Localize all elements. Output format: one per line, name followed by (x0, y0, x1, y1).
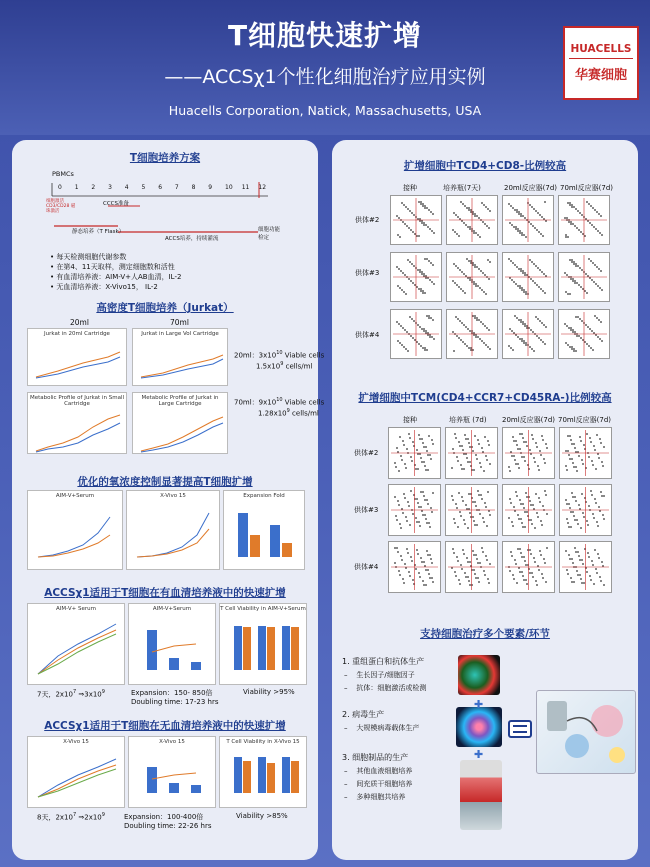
cd4cd8-row-3: 供体#4 (355, 331, 380, 339)
oxygen-chart-aimv-title: AIM-V+Serum (55, 493, 95, 499)
cell-therapy-diagram (536, 690, 636, 774)
cd4cd8-plot-r3-c2 (446, 309, 498, 359)
day-tick-3: 3 (108, 184, 112, 191)
oxygen-chart-xvivo (126, 490, 220, 570)
cd4cd8-plot-r3-c4 (558, 309, 610, 359)
serumfree-note-2b: Doubling time: 22-26 hrs (124, 822, 212, 830)
serumfree-chart-expansion-plot (129, 745, 215, 803)
serum-title: ACCSχ1适用于T细胞在有血清培养液中的快速扩增 (44, 587, 286, 599)
harvest-label: 细胞功能检定 (258, 227, 281, 241)
serumfree-chart-viability-plot (220, 745, 306, 803)
jurkat-note-70ml-1 (234, 397, 324, 407)
cd4cd8-plot-r1-c3 (502, 195, 554, 245)
jurkat-chart-70ml-title: Jurkat in Large Vol Cartridge (141, 331, 219, 337)
protocol-bullet-1-text: 每天检测细胞代谢参数 (56, 253, 127, 261)
jurkat-metabolic-large-plot (133, 407, 227, 457)
huacells-logo (563, 26, 639, 100)
protocol-bullet-4-text: 无血清培养液：X-Vivo15， IL-2 (56, 283, 158, 291)
cd4cd8-plot-r2-c1 (390, 252, 442, 302)
jurkat-note-20ml-2 (256, 361, 312, 370)
tcm-row-3: 供体#4 (354, 563, 379, 571)
jurkat-note-70ml-2a: 1.28x10 (258, 409, 287, 418)
day-tick-5: 5 (141, 184, 146, 191)
poster-title: T细胞快速扩增 (227, 19, 423, 52)
jurkat-note-20ml-1-exp: 10 (276, 350, 283, 356)
jurkat-note-70ml-2-exp: 9 (286, 408, 290, 414)
day-tick-7: 7 (174, 184, 179, 191)
support-item-3-sub-3-text: 多种细胞共培养 (356, 793, 406, 801)
day-tick-8: 8 (191, 184, 196, 191)
tcm-row-2: 供体#3 (354, 506, 379, 514)
dash-6: – (344, 793, 348, 801)
jurkat-note-70ml-1-exp: 10 (276, 397, 283, 403)
jurkat-note-20ml-1b: Viable cells (282, 351, 325, 360)
oxygen-chart-xvivo-plot (127, 499, 219, 565)
static-culture-label: 静态培养（T Flask） (72, 229, 125, 235)
support-item-1-sub-1 (344, 670, 415, 680)
jurkat-note-70ml-1b: Viable cells (282, 398, 325, 407)
tcm-plot-r1-c2 (445, 427, 498, 479)
cd4cd8-col-2: 培养瓶(7天) (443, 184, 481, 192)
serum-note-1 (37, 689, 105, 699)
dash-1: – (344, 671, 348, 679)
protocol-bullet-3-text: 有血清培养液：AIM-V+人AB血清，IL-2 (56, 273, 182, 281)
tcm-plot-r2-c3 (502, 484, 555, 536)
serumfree-chart-growth-plot (28, 745, 124, 803)
dash-2: – (344, 684, 348, 692)
support-item-3-sub-1-text: 其他血液细胞培养 (356, 767, 413, 775)
tcm-plot-r3-c1 (388, 541, 441, 593)
serum-chart-viability (219, 603, 307, 685)
serum-note-1b: ⇒3x10 (76, 690, 102, 699)
cd4cd8-plot-r1-c1 (390, 195, 442, 245)
tcm-plot-r1-c1 (388, 427, 441, 479)
protein-structure-image (458, 655, 500, 695)
support-item-3-sub-3 (344, 792, 405, 802)
protocol-bullet-4: • 无血清培养液：X-Vivo15， IL-2 (50, 283, 158, 291)
serumfree-note-1 (37, 812, 105, 822)
jurkat-note-20ml-2a: 1.5x10 (256, 362, 281, 371)
jurkat-note-20ml-2-exp: 9 (280, 361, 284, 367)
support-item-2-sub-1 (344, 723, 419, 733)
plus-icon-2: ✚ (474, 748, 484, 761)
support-item-3-sub-1 (344, 766, 412, 776)
support-item-3-sub-2 (344, 779, 412, 789)
serumfree-note-1-exp2: 9 (101, 812, 105, 818)
support-item-3: 3. 细胞制品的生产 (342, 753, 409, 762)
serum-note-1a: 7天，2x10 (37, 690, 73, 699)
serum-note-1-exp1: 7 (72, 689, 77, 695)
serumfree-chart-expansion (128, 736, 216, 808)
virus-image (456, 707, 502, 747)
serumfree-chart-expansion-title: X-Vivo 15 (159, 739, 185, 745)
jurkat-note-20ml-1 (234, 350, 324, 360)
oxygen-chart-expansion (223, 490, 305, 570)
support-item-1: 1. 重组蛋白和抗体生产 (342, 657, 425, 666)
serum-note-3: Viability >95% (243, 688, 295, 696)
cccs-prep-label: CCCS准备 (103, 201, 130, 207)
tcm-col-3: 20ml反应器(7d) (502, 416, 556, 424)
support-item-2-sub-1-text: 大规模病毒载体生产 (356, 724, 420, 732)
pbmcs-label: PBMCs (52, 170, 74, 178)
serum-chart-viability-plot (220, 612, 306, 680)
day-tick-0: 0 (58, 184, 62, 191)
tcm-row-1: 供体#2 (354, 449, 379, 457)
tcm-col-1: 接种 (403, 416, 417, 424)
serum-note-2b: Doubling time: 17-23 hrs (131, 698, 219, 706)
tcm-plot-r2-c2 (445, 484, 498, 536)
poster-subtitle: ——ACCSχ1个性化细胞治疗应用实例 (164, 66, 486, 88)
equals-icon (508, 720, 532, 738)
cd4cd8-plot-r3-c3 (502, 309, 554, 359)
serumfree-chart-viability (219, 736, 307, 808)
logo-text-cn: 华赛细胞 (574, 68, 627, 83)
serum-chart-expansion (128, 603, 216, 685)
jurkat-chart-20ml-plot (28, 337, 126, 383)
day-tick-4: 4 (124, 184, 129, 191)
oxygen-chart-aimv (27, 490, 123, 570)
serumfree-chart-viability-title: T Cell Viability in X-Vivo 15 (226, 739, 300, 745)
serumfree-chart-growth (27, 736, 125, 808)
cd4cd8-plot-r2-c4 (558, 252, 610, 302)
cd4cd8-col-4: 70ml反应器(7d) (560, 184, 614, 192)
serumfree-note-1b: ⇒2x10 (76, 813, 102, 822)
cd4cd8-title: 扩增细胞中TCD4+CD8-比例较高 (403, 160, 567, 172)
organization-line: Huacells Corporation, Natick, Massachusetts, USA (168, 103, 482, 118)
support-item-1-sub-1-text: 生长因子/细胞因子 (356, 671, 415, 679)
serumfree-note-1a: 8天，2x10 (37, 813, 73, 822)
protocol-bullet-2: • 在第4、11天取样，测定细胞数和活性 (50, 263, 175, 271)
protocol-bullet-2-text: 在第4、11天取样，测定细胞数和活性 (56, 263, 175, 271)
serum-chart-expansion-plot (129, 612, 215, 680)
day-tick-12: 12 (258, 184, 267, 191)
poster-header (0, 0, 650, 135)
jurkat-note-20ml-1a: 20ml：3x10 (234, 351, 277, 360)
day-tick-10: 10 (225, 184, 233, 191)
plus-icon-1: ✚ (474, 698, 484, 711)
cd4cd8-row-1: 供体#2 (355, 216, 380, 224)
oxygen-title: 优化的氧浓度控制显著提高T细胞扩增 (77, 476, 253, 488)
day-tick-6: 6 (158, 184, 163, 191)
protocol-bullet-1: • 每天检测细胞代谢参数 (50, 253, 127, 261)
day-tick-1: 1 (74, 184, 79, 191)
tcm-plot-r3-c2 (445, 541, 498, 593)
support-item-1-sub-2 (344, 683, 426, 693)
cd4cd8-row-2: 供体#3 (355, 269, 380, 277)
serum-chart-viability-title: T Cell Viability in AIM-V+Serum (220, 606, 306, 612)
serum-chart-growth-title: AIM-V+ Serum (56, 606, 96, 612)
jurkat-metabolic-small-plot (28, 407, 126, 457)
serum-chart-growth (27, 603, 125, 685)
serumfree-chart-growth-title: X-Vivo 15 (63, 739, 89, 745)
jurkat-chart-20ml-title: Jurkat in 20ml Cartridge (44, 331, 110, 337)
serumfree-note-2a: Expansion：100-400倍 (124, 813, 204, 821)
oxygen-chart-expansion-plot (224, 499, 304, 565)
oxygen-chart-aimv-plot (28, 499, 122, 565)
logo-text-en: HUACELLS (569, 43, 633, 59)
cd4cd8-plot-r2-c3 (502, 252, 554, 302)
dash-4: – (344, 767, 348, 775)
cd4cd8-plot-r1-c4 (558, 195, 610, 245)
jurkat-note-70ml-1a: 70ml：9x10 (234, 398, 277, 407)
support-title: 支持细胞治疗多个要素/环节 (420, 628, 550, 640)
jurkat-col-20ml: 20ml (70, 318, 89, 327)
day-tick-11: 11 (241, 184, 250, 191)
protocol-bullet-3: • 有血清培养液：AIM-V+人AB血清，IL-2 (50, 273, 182, 281)
tcm-plot-r3-c3 (502, 541, 555, 593)
tcm-plot-r2-c4 (559, 484, 612, 536)
jurkat-metabolic-large (132, 392, 228, 454)
serum-chart-expansion-title: AIM-V+Serum (152, 606, 192, 612)
cd4cd8-col-3: 20ml反应器(7d) (504, 184, 558, 192)
jurkat-chart-70ml (132, 328, 228, 386)
tcm-title: 扩增细胞中TCM(CD4+CCR7+CD45RA-)比例较高 (358, 392, 612, 404)
jurkat-note-20ml-2b: cells/ml (283, 362, 313, 371)
tcm-plot-r1-c4 (559, 427, 612, 479)
jurkat-metabolic-large-title: Metabolic Profile of Jurkat in Large Cartridge (141, 395, 219, 407)
accs-culture-label: ACCS培养，持续灌流 (165, 236, 219, 242)
support-item-3-sub-2-text: 间充质干细胞培养 (356, 780, 413, 788)
jurkat-metabolic-small (27, 392, 127, 454)
serum-chart-growth-plot (28, 612, 124, 680)
support-item-2: 2. 病毒生产 (342, 710, 385, 719)
jurkat-title: 高密度T细胞培养（Jurkat） (96, 302, 234, 314)
cell-therapy-diagram-art (537, 691, 637, 775)
tcm-plot-r1-c3 (502, 427, 555, 479)
jurkat-chart-20ml (27, 328, 127, 386)
protocol-title: T细胞培养方案 (129, 152, 201, 164)
jurkat-note-70ml-2 (258, 408, 319, 417)
cd4cd8-col-1: 接种 (403, 184, 417, 192)
tcm-col-4: 70ml反应器(7d) (558, 416, 612, 424)
jurkat-metabolic-small-title: Metabolic Profile of Jurkat in Small Cartridge (29, 395, 124, 407)
jurkat-chart-70ml-plot (133, 337, 227, 383)
cell-culture-image (460, 760, 502, 830)
cd4cd8-plot-r2-c2 (446, 252, 498, 302)
cd4cd8-plot-r1-c2 (446, 195, 498, 245)
tcm-plot-r3-c4 (559, 541, 612, 593)
support-item-1-sub-2-text: 抗体：细胞激活或检测 (356, 684, 427, 692)
jurkat-note-70ml-2b: cells/ml (289, 409, 319, 418)
day-tick-2: 2 (91, 184, 96, 191)
dash-3: – (344, 724, 348, 732)
activation-label: 细胞激活 CD3/CD28 磁珠激活 (46, 199, 76, 214)
serum-note-2a: Expansion：150- 850倍 (131, 689, 213, 697)
jurkat-col-70ml: 70ml (170, 318, 189, 327)
serumfree-note-1-exp1: 7 (72, 812, 77, 818)
day-tick-9: 9 (208, 184, 213, 191)
oxygen-chart-xvivo-title: X-Vivo 15 (160, 493, 186, 499)
serumfree-title: ACCSχ1适用于T细胞在无血清培养液中的快速扩增 (44, 720, 286, 732)
tcm-plot-r2-c1 (388, 484, 441, 536)
dash-5: – (344, 780, 348, 788)
oxygen-chart-expansion-title: Expansion Fold (243, 493, 285, 499)
cd4cd8-plot-r3-c1 (390, 309, 442, 359)
serumfree-note-3: Viability >85% (236, 812, 288, 820)
tcm-col-2: 培养瓶 (7d) (449, 416, 487, 424)
serum-note-1-exp2: 9 (101, 689, 105, 695)
